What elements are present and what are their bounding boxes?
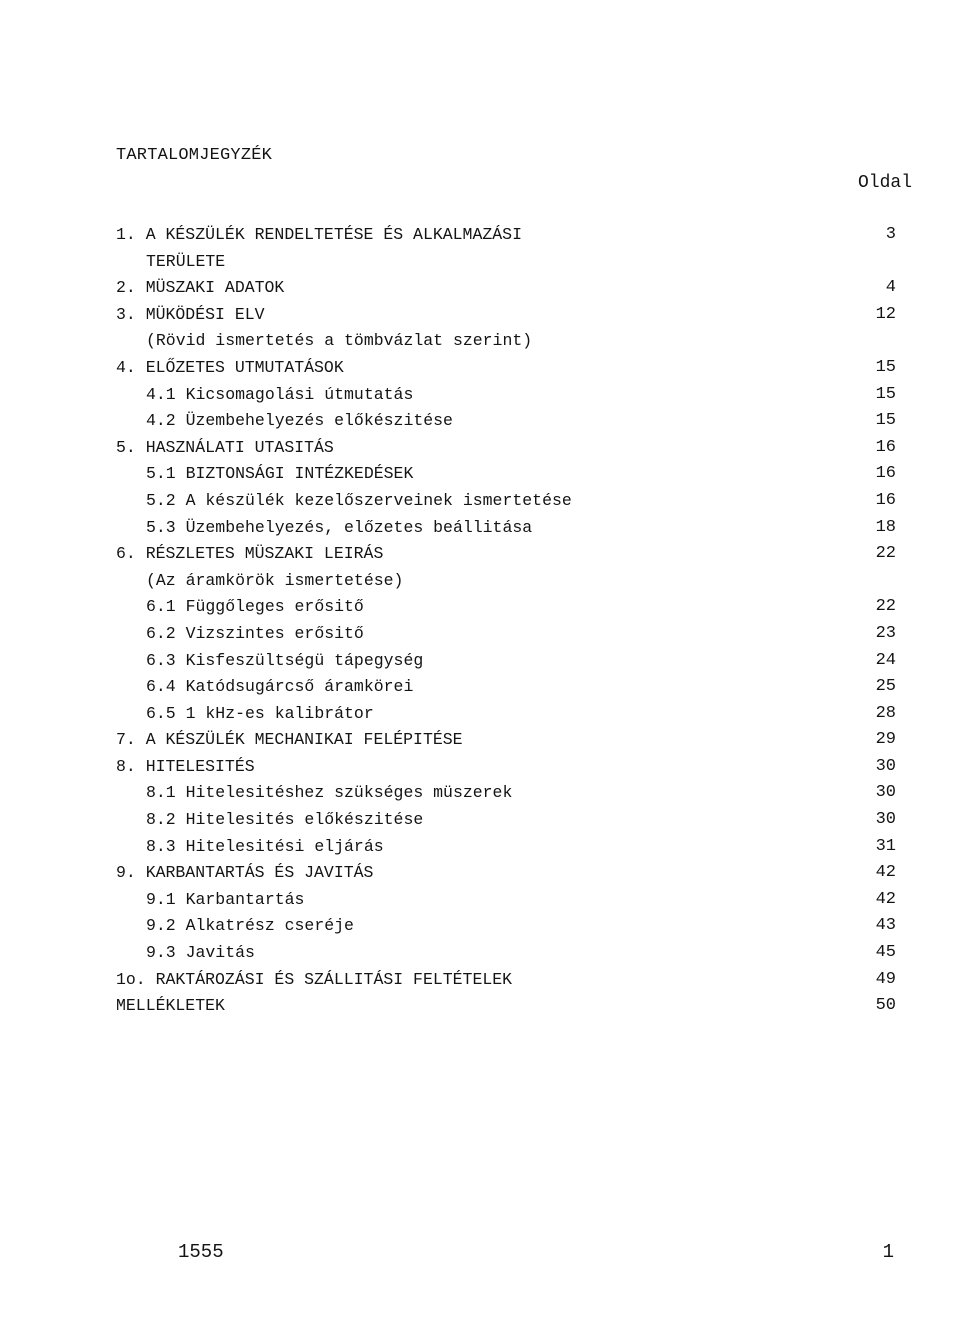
toc-entry: [116, 328, 896, 355]
toc-entry-label: 9. KARBANTARTÁS ÉS JAVITÁS: [116, 863, 374, 883]
toc-entry-label: (Az áramkörök ismertetése): [146, 570, 404, 590]
table-of-contents: [116, 222, 896, 1020]
toc-entry-label: 5.3 Üzembehelyezés, előzetes beállitása: [146, 517, 533, 537]
toc-entry: [116, 701, 896, 728]
page-column-label: Oldal: [857, 173, 912, 193]
toc-entry-page: 22: [875, 544, 896, 564]
toc-entry: [116, 541, 896, 568]
toc-entry-label: 7. A KÉSZÜLÉK MECHANIKAI FELÉPITÉSE: [116, 730, 463, 750]
toc-entry-page: 45: [875, 943, 896, 963]
toc-entry: [116, 754, 896, 781]
toc-entry: [116, 594, 896, 621]
toc-entry: [116, 249, 896, 276]
toc-entry-page: 28: [875, 703, 896, 723]
toc-entry-page: 25: [875, 677, 896, 697]
toc-entry-label: (Rövid ismertetés a tömbvázlat szerint): [146, 331, 533, 351]
toc-entry-label: 5.1 BIZTONSÁGI INTÉZKEDÉSEK: [146, 464, 414, 484]
toc-entry: [116, 275, 896, 302]
toc-entry: [116, 913, 896, 940]
footer-page-number: 1: [882, 1241, 894, 1263]
toc-entry: [116, 674, 896, 701]
toc-entry-label: TERÜLETE: [146, 251, 226, 271]
toc-entry: [116, 355, 896, 382]
toc-entry: [116, 515, 896, 542]
toc-entry-page: 3: [885, 225, 896, 244]
toc-entry-label: 8.2 Hitelesités előkészitése: [146, 810, 424, 830]
toc-entry: [116, 780, 896, 807]
toc-entry-page: 30: [875, 783, 896, 803]
toc-entry-label: 8. HITELESITÉS: [116, 756, 255, 776]
toc-entry-label: 3. MÜKÖDÉSI ELV: [116, 304, 265, 324]
toc-entry: [116, 887, 896, 914]
toc-entry-page: 4: [885, 278, 896, 298]
toc-entry: [116, 382, 896, 409]
toc-entry-label: 8.1 Hitelesitéshez szükséges müszerek: [146, 783, 513, 803]
toc-entry: [116, 488, 896, 515]
toc-entry-page: 29: [875, 730, 896, 750]
toc-entry: [116, 967, 896, 994]
toc-entry-label: 5. HASZNÁLATI UTASITÁS: [116, 437, 334, 457]
toc-entry-page: 15: [875, 357, 896, 377]
toc-entry-label: 5.2 A készülék kezelőszerveinek ismertetése: [146, 490, 572, 510]
toc-entry: [116, 807, 896, 834]
toc-entry: [116, 302, 896, 329]
toc-entry: [116, 435, 896, 462]
toc-entry-page: 16: [875, 490, 896, 510]
toc-entry: [116, 568, 896, 595]
footer-document-number: 1555: [178, 1241, 224, 1263]
toc-entry-page: 43: [875, 916, 896, 936]
toc-entry: [116, 621, 896, 648]
toc-entry-page: 16: [875, 464, 896, 484]
toc-entry-label: 8.3 Hitelesitési eljárás: [146, 836, 384, 856]
toc-entry: [116, 860, 896, 887]
toc-entry-label: 4. ELŐZETES UTMUTATÁSOK: [116, 357, 344, 377]
toc-entry-page: 31: [875, 836, 896, 856]
toc-entry-label: MELLÉKLETEK: [116, 996, 225, 1016]
toc-entry-label: 1o. RAKTÁROZÁSI ÉS SZÁLLITÁSI FELTÉTELEK: [116, 969, 513, 989]
toc-entry-label: 6. RÉSZLETES MÜSZAKI LEIRÁS: [116, 544, 384, 564]
toc-entry-page: 23: [875, 623, 896, 643]
toc-entry-label: 6.5 1 kHz-es kalibrátor: [146, 703, 374, 723]
toc-entry-page: 22: [875, 597, 896, 617]
toc-entry-label: 6.4 Katódsugárcső áramkörei: [146, 677, 414, 697]
toc-entry: [116, 461, 896, 488]
toc-entry-page: 16: [875, 437, 896, 457]
toc-entry-page: 30: [875, 756, 896, 776]
toc-entry-label: 2. MÜSZAKI ADATOK: [116, 278, 285, 298]
toc-entry-page: 49: [875, 969, 896, 989]
toc-entry-label: 6.3 Kisfeszültségü tápegység: [146, 650, 424, 670]
toc-entry-page: 15: [875, 411, 896, 431]
toc-entry: [116, 222, 896, 249]
toc-entry-page: 42: [875, 863, 896, 883]
toc-entry-page: 12: [875, 304, 896, 324]
toc-entry-page: 50: [875, 996, 896, 1016]
toc-heading: TARTALOMJEGYZÉK: [116, 146, 273, 165]
toc-entry: [116, 727, 896, 754]
toc-entry-page: 30: [875, 810, 896, 830]
toc-entry-page: 24: [875, 650, 896, 670]
toc-entry-page: 42: [875, 889, 896, 909]
toc-entry-label: 9.1 Karbantartás: [146, 889, 305, 909]
toc-entry: [116, 993, 896, 1020]
toc-entry-page: 15: [875, 384, 896, 404]
toc-entry: [116, 834, 896, 861]
toc-entry-label: 9.2 Alkatrész cseréje: [146, 916, 354, 936]
toc-entry-label: 1. A KÉSZÜLÉK RENDELTETÉSE ÉS ALKALMAZÁSI: [116, 225, 522, 244]
toc-entry-label: 4.2 Üzembehelyezés előkészitése: [146, 411, 453, 431]
toc-entry: [116, 940, 896, 967]
toc-entry-label: 9.3 Javitás: [146, 943, 255, 963]
toc-entry: [116, 408, 896, 435]
toc-entry-label: 4.1 Kicsomagolási útmutatás: [146, 384, 414, 404]
toc-entry-page: 18: [875, 517, 896, 537]
toc-entry: [116, 648, 896, 675]
toc-entry-label: 6.2 Vizszintes erősitő: [146, 623, 364, 643]
toc-entry-label: 6.1 Függőleges erősitő: [146, 597, 364, 617]
